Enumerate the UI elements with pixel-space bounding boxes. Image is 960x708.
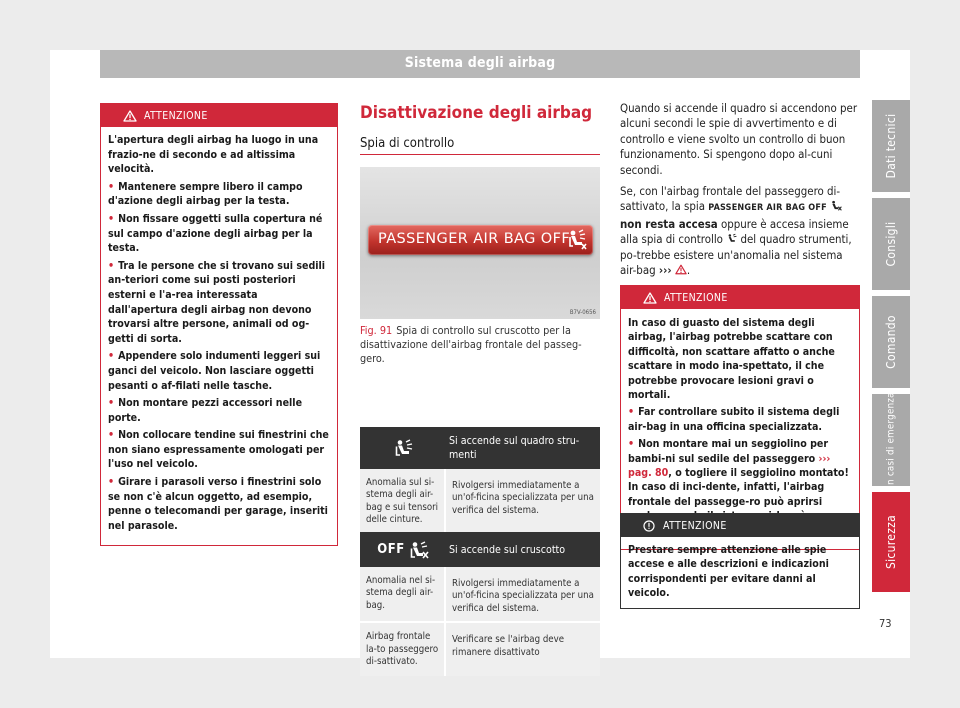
table-row (360, 567, 600, 621)
table-header (360, 532, 600, 567)
warning-bullet (628, 405, 852, 434)
tab-in-casi-di-emergenza[interactable] (872, 394, 910, 486)
warning-box-right (620, 285, 860, 550)
bullet-dot: • (108, 429, 115, 442)
bullet-text: Non montare pezzi accessori nelle porte. (108, 397, 303, 424)
page-reference-link[interactable]: ››› pag. 80 (628, 452, 831, 480)
warning-bullet (108, 180, 330, 209)
paragraph: Se, con l'airbag frontale del passeggero di-sattivato, la spia PASSENGER AIR BAG OFF non resta accesa oppure è accesa insieme alla spia di controllo del quadro strumenti, po-trebbe esistere un'anomalia nel sistema air-bag ››› . (620, 184, 852, 278)
tab-sicurezza[interactable] (872, 492, 910, 592)
table-row (360, 469, 600, 535)
table-header-text: Si accende sul cruscotto (449, 543, 566, 556)
airbag-seat-icon (567, 229, 587, 251)
bullet-text: Non montare mai un seggiolino per bambi-ni sul sedile del passeggero (628, 438, 829, 465)
warning-bullet (108, 396, 330, 425)
page-header: Sistema degli airbag (100, 50, 860, 78)
table-cell-cause: Anomalia sul si-stema degli air-bag e sui tensori delle cinture. (360, 469, 446, 535)
tab-label: Consigli (884, 221, 898, 267)
text-run: Se, con l'airbag frontale del passeggero di-sattivato, la spia (620, 184, 841, 214)
table-header (360, 427, 600, 469)
bullet-text: , o togliere il seggiolino montato! In caso di inci-dente, infatti, l'airbag frontale del passegge-ro può aprirsi (628, 467, 849, 508)
table-row (360, 621, 600, 676)
passenger-airbag-off-label: PASSENGER AIR BAG OFF (708, 203, 827, 214)
tab-consigli[interactable] (872, 198, 910, 290)
body-text (620, 101, 860, 284)
warning-intro: In caso di guasto del sistema degli airbag, l'airbag potrebbe scattare con difficoltà, non scattare affatto o anche scattare in modo ina-spettato, il che potrebbe provocare lesioni gravi o mortali. (628, 317, 835, 402)
airbag-off-icon (409, 541, 429, 559)
page-number: 73 (879, 617, 892, 630)
airbag-off-icon (830, 200, 842, 211)
indicator-table-1 (360, 427, 600, 535)
bullet-text: Tra le persone che si trovano sui sedili an-teriori come sui posti posteriori esterni e l'a-rea interessata dall'apertura degli airbag non devono trovarsi altre persone, animali od og-getti di sorta. (108, 259, 326, 345)
bullet-text: Non fissare oggetti sulla copertura né sul campo d'azione degli airbag per la testa. (108, 212, 323, 255)
note-box (620, 513, 860, 609)
warning-bullet (108, 349, 330, 393)
warning-triangle-icon (643, 292, 657, 304)
plate-text: PASSENGER AIR BAG OFF (378, 231, 571, 247)
warning-triangle-icon (123, 110, 137, 122)
tab-comando[interactable] (872, 296, 910, 388)
tab-label: Sicurezza (884, 514, 898, 570)
bullet-text: Far controllare subito il sistema degli air-bag in una officina specializzata. (628, 406, 840, 433)
airbag-person-icon (726, 233, 737, 244)
text-run: del quadro strumenti, po-trebbe esistere un'anomalia nel sistema air-bag (620, 232, 852, 278)
note-label: ATTENZIONE (663, 519, 727, 532)
warning-bullet (108, 259, 330, 347)
warning-header (101, 104, 337, 127)
bullet-dot: • (628, 406, 635, 419)
table-icon-cell (360, 439, 446, 457)
bullet-text: Girare i parasoli verso i finestrini solo se non c'è alcun oggetto, ad esempio, penne o telecomandi per garage, inseriti nel parasole. (108, 476, 328, 532)
indicator-table-2 (360, 532, 600, 676)
warning-body (101, 127, 337, 545)
warning-triangle-icon[interactable] (675, 264, 687, 275)
bullet-dot: • (108, 397, 115, 410)
bullet-text: Appendere solo indumenti leggeri sui ganci del veicolo. Non lasciare oggetti pesanti o af-filati nelle tasche. (108, 350, 321, 392)
figure-caption (360, 324, 600, 366)
tab-label: Dati tecnici (884, 113, 898, 179)
warning-label: ATTENZIONE (144, 109, 208, 122)
manual-page (50, 50, 910, 668)
table-cell-cause: Anomalia nel si-stema degli air-bag. (360, 567, 446, 621)
table-header-text: Si accende sul quadro stru-menti (449, 435, 580, 461)
bullet-dot: • (628, 438, 635, 451)
table-cell-action: Rivolgersi immediatamente a un'of-ficina specializzata per una verifica del sistema. (452, 578, 594, 614)
figure-number: Fig. 91 (360, 324, 393, 337)
warning-bullet (108, 428, 330, 472)
reference-arrows: ››› (658, 263, 672, 278)
bullet-text: Non collocare tendine sui finestrini che non siano espressamente omologati per l'uso nel veicolo. (108, 429, 329, 471)
text-run: oppure è accesa insieme alla spia di controllo (620, 216, 849, 247)
tab-dati-tecnici[interactable] (872, 100, 910, 192)
tab-label: In casi di emergenza (885, 392, 897, 488)
table-icon-cell (360, 541, 446, 559)
subtitle-divider (360, 154, 600, 155)
bullet-dot: • (108, 350, 115, 363)
bullet-dot: • (108, 476, 115, 489)
table-cell-action: Verificare se l'airbag deve rimanere disattivato (452, 634, 565, 658)
warning-box-left (100, 103, 338, 546)
warning-bullet (108, 212, 330, 256)
figure-image (360, 167, 600, 319)
section-subtitle: Spia di controllo (360, 136, 455, 151)
text-run: non resta accesa (620, 216, 718, 231)
airbag-off-plate (368, 225, 593, 255)
note-header (621, 514, 859, 537)
warning-label: ATTENZIONE (664, 291, 728, 304)
paragraph: Quando si accende il quadro si accendono per alcuni secondi le spie di avvertimento e di controllo e viene svolto un controllo di buon funzionamento. Si spengono dopo al-cuni secondi. (620, 101, 858, 177)
warning-intro: L'apertura degli airbag ha luogo in una frazio-ne di secondo e ad altissima velocità. (108, 134, 319, 176)
bullet-text: Mantenere sempre libero il campo d'azione degli airbag per la testa. (108, 180, 303, 208)
note-text: Prestare sempre attenzione alle spie accese e alle descrizioni e indicazioni corrispondenti per evitare danni al veicolo. (628, 544, 829, 600)
warning-bullet (108, 475, 330, 533)
bullet-dot: • (108, 259, 115, 272)
table-cell-cause: Airbag frontale la-to passeggero di-sattivato. (360, 623, 446, 676)
off-label: OFF (377, 542, 405, 557)
tab-label: Comando (884, 315, 898, 369)
figure-code: B7V-0656 (569, 309, 596, 316)
bullet-dot: • (108, 180, 115, 193)
caption-text: Spia di controllo sul cruscotto per la disattivazione dell'airbag frontale del passeg-gero. (360, 324, 582, 365)
info-circle-icon (643, 520, 655, 532)
airbag-person-icon (393, 439, 413, 457)
table-cell-action: Rivolgersi immediatamente a un'of-ficina specializzata per una verifica del sistema. (452, 480, 594, 516)
warning-header (621, 286, 859, 309)
section-title: Disattivazione degli airbag (360, 103, 593, 123)
bullet-dot: • (108, 212, 115, 225)
